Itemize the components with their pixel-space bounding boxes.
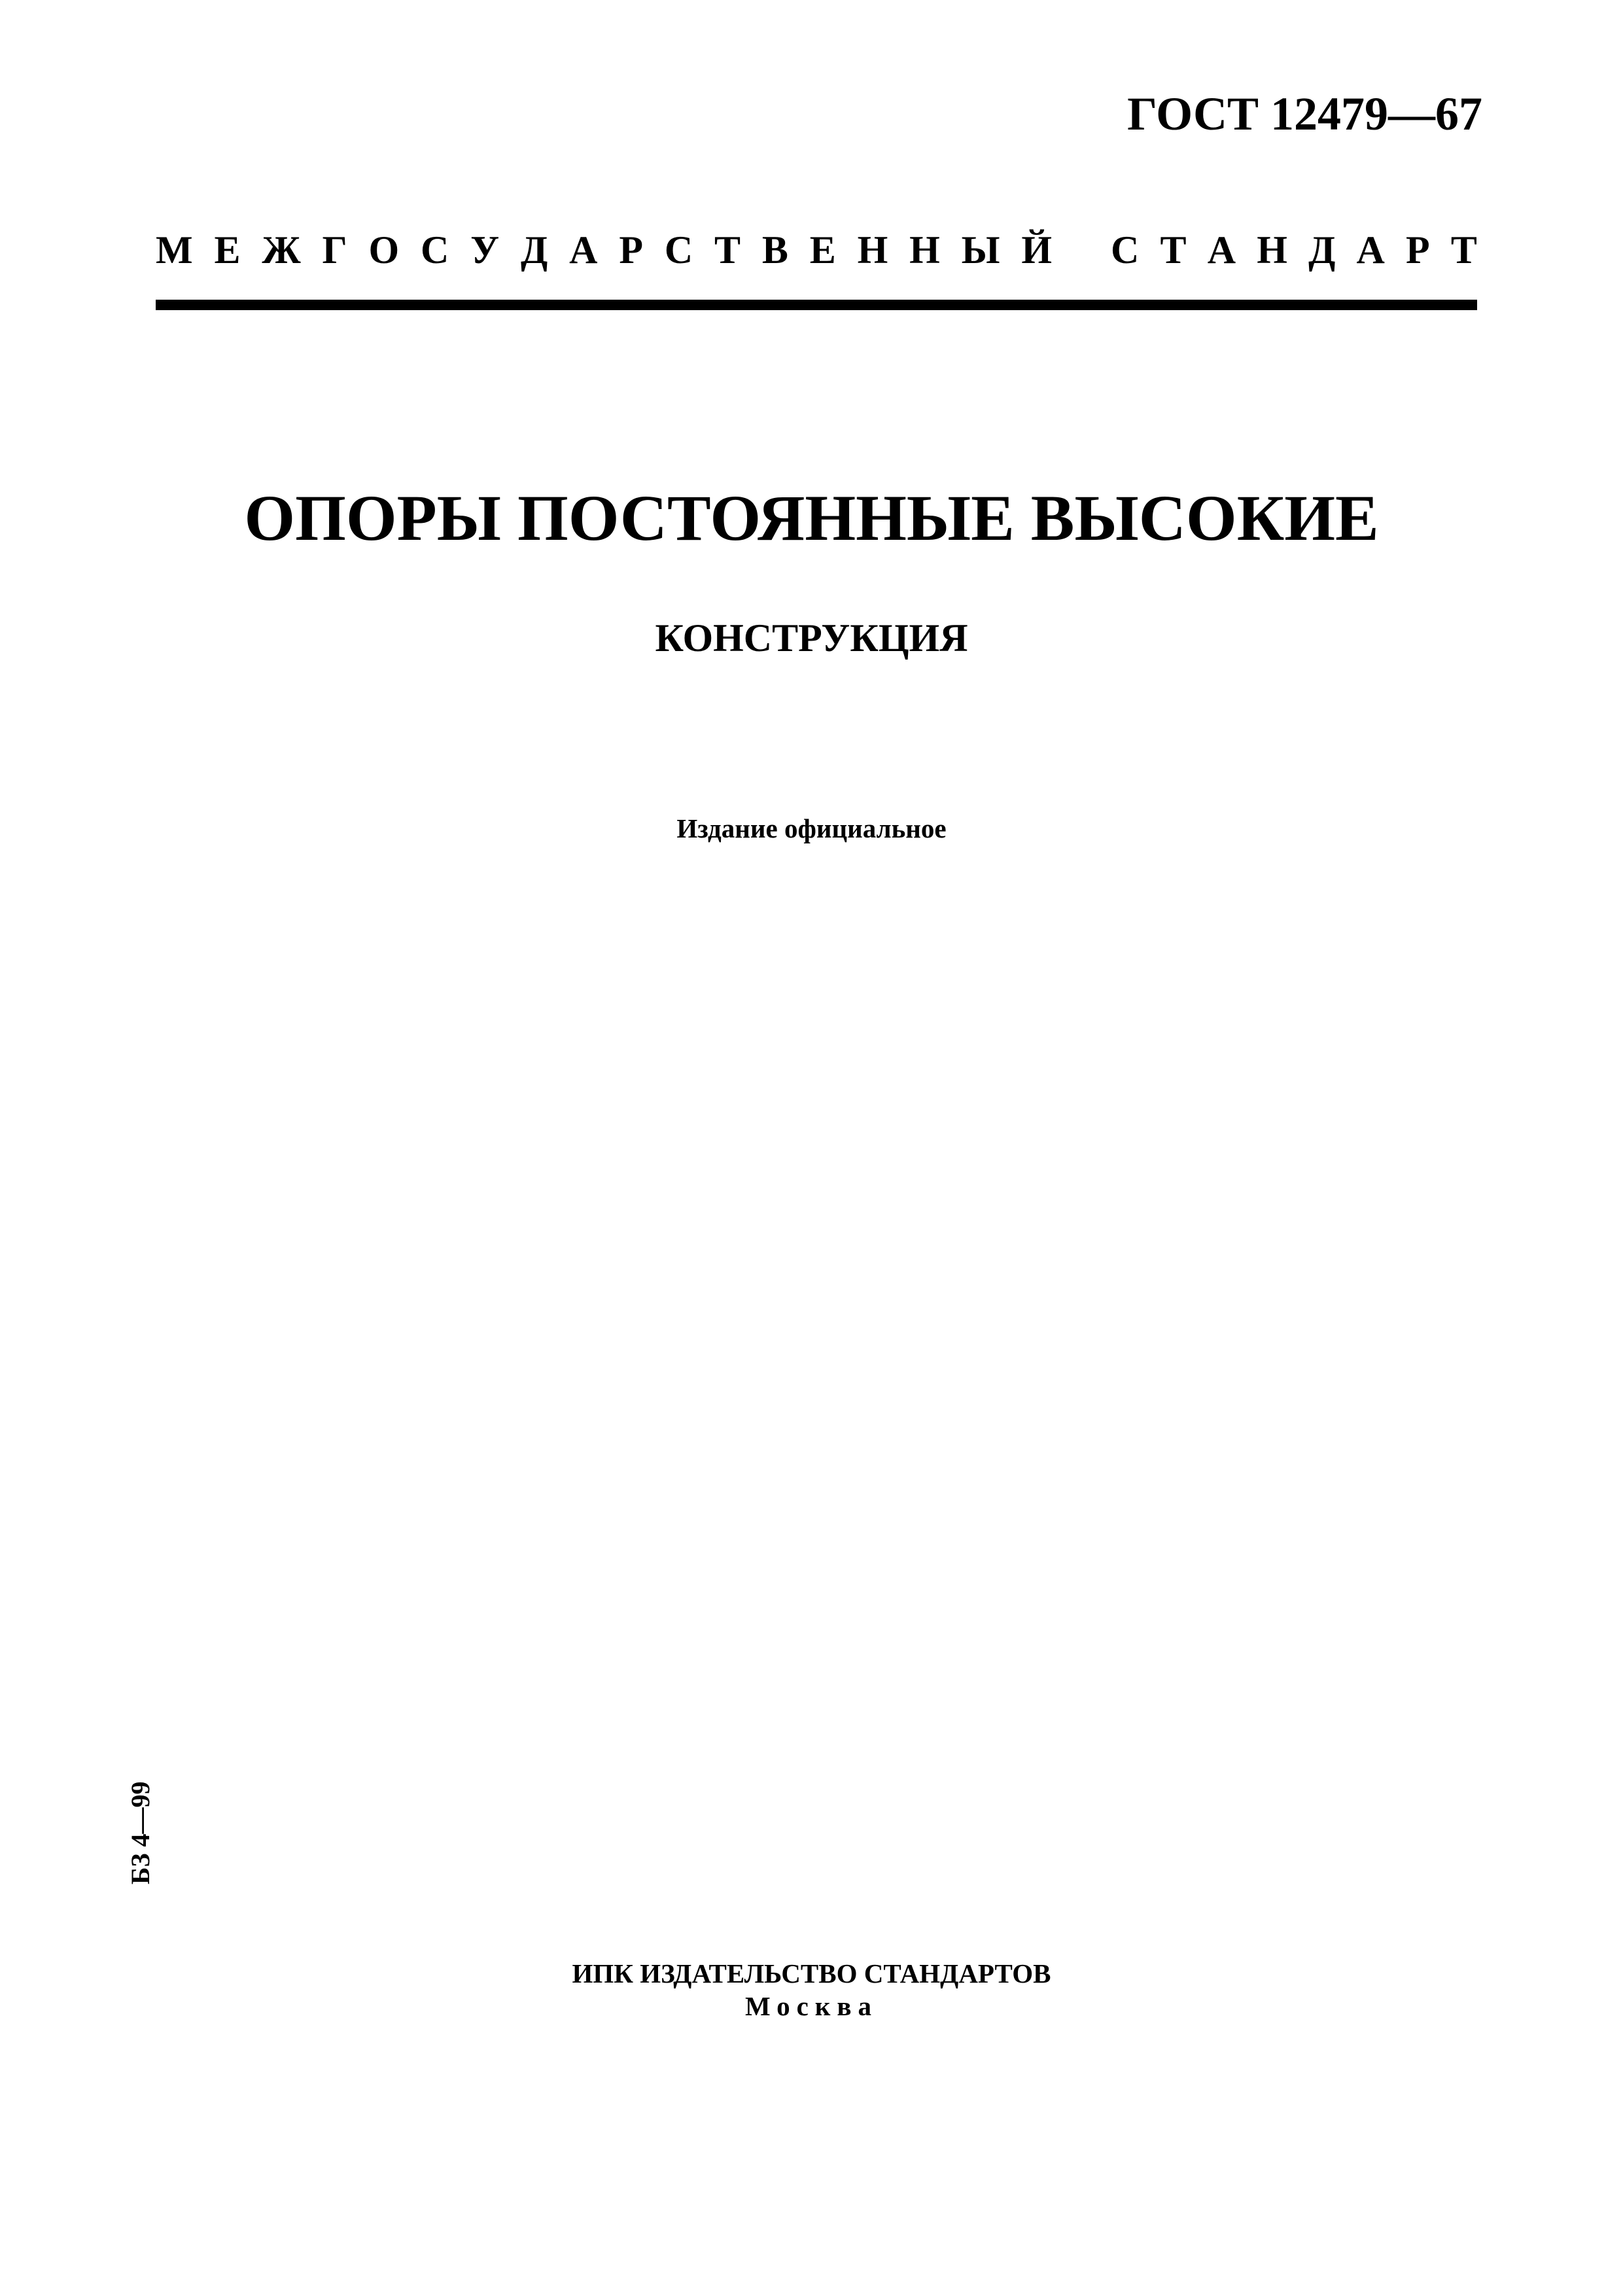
banner-letter: О [368,228,400,272]
banner-letter: Н [857,228,888,272]
banner-letter: А [1207,228,1236,272]
banner-letter: Н [1257,228,1287,272]
banner-letter: Е [214,228,241,272]
document-subtitle: КОНСТРУКЦИЯ [655,616,968,660]
banner-letter: Д [1308,228,1336,272]
header-rule [156,300,1477,310]
banner-letter: У [470,228,500,272]
banner-letter: А [1356,228,1385,272]
banner-word-interstate [156,230,1052,270]
banner-letter: Н [909,228,940,272]
banner-letter: Г [322,228,347,272]
edition-note: Издание официальное [676,813,947,843]
banner-letter: Е [809,228,836,272]
banner-letter: С [421,228,449,272]
banner-letter: А [569,228,598,272]
banner-letter: Р [1406,228,1430,272]
banner-letter: В [761,228,788,272]
banner-letter: Ж [262,228,301,272]
side-catalog-code: БЗ 4—99 [126,1781,155,1884]
banner-letter: С [664,228,693,272]
banner-letter: Т [714,228,741,272]
standard-banner [156,230,1477,270]
document-title: ОПОРЫ ПОСТОЯННЫЕ ВЫСОКИЕ [244,482,1379,554]
banner-letter: Т [1450,228,1477,272]
banner-letter: Р [619,228,643,272]
publisher-city: Москва [744,1991,879,2021]
publisher-name: ИПК ИЗДАТЕЛЬСТВО СТАНДАРТОВ [572,1958,1051,1988]
banner-letter: Ы [961,228,1000,272]
banner-letter: М [156,228,193,272]
banner-letter: С [1111,228,1140,272]
banner-letter: Й [1021,228,1052,272]
banner-letter: Д [521,228,548,272]
banner-word-standard [1111,230,1477,270]
document-number: ГОСТ 12479—67 [1127,88,1482,140]
banner-letter: Т [1160,228,1187,272]
